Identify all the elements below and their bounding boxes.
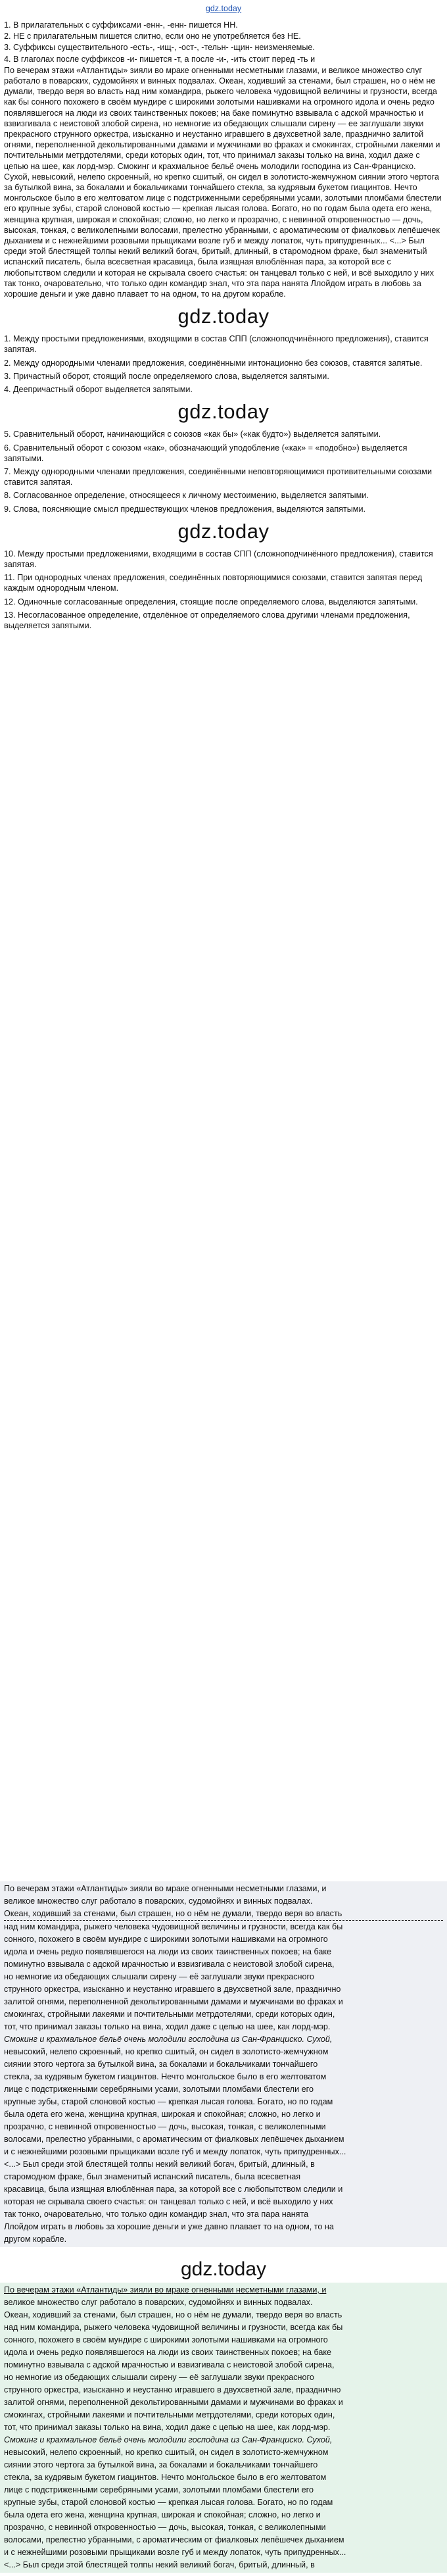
item-13: 13. Несогласованное определение, отделённое от определяемого слова другими членами предложения, выделяется запятыми. [4,610,410,630]
rule-1: 1. В прилагательных с суффиксами -енн-, -енн- пишется НН. [4,20,238,30]
watermark: gdz.today [180,2258,267,2280]
text-line: крупные зубы, старой слоновой костью — крепкая лысая голова. Богато, но по годам [4,2097,333,2106]
text-line: По вечерам этажи «Атлантиды» зияли во мраке огненными несметными глазами, и [4,1884,327,1893]
text-line: была одета его жена, женщина крупная, широкая и спокойная; сложно, но легко и [4,2110,321,2119]
text-line: великое множество слуг работало в поварских, судомойнях и винных подвалах. [4,1896,313,1906]
text-line: поминутно взвывала с адской мрачностью и взвизгивала с неистовой злобой сирена, [4,2360,335,2369]
watermark: gdz.today [177,305,270,328]
text-line: но немногие из обедающих слышали сирену — её заглушали звуки прекрасного [4,2373,314,2382]
text-line: сиянии этого чертога за бутылкой вина, за бокалами и бокальчиками тончайшего [4,2460,318,2469]
text-line: старомодном фраке, был знаменитый испанский писатель, была всесветная [4,2172,301,2181]
source-text: По вечерам этажи «Атлантиды» зияли во мраке огненными несметными глазами, и великое множество слуг работало в поварских, судомойнях и винных подвалах. Океан, ходивший за стенами, был страшен, но о нём не думали, твердо веря во власть над ним командира, рыжего человека чудовищной величины и грузности, всегда как бы сонного похожего в своём мундире с широкими золотыми нашивками на огромного идола и очень редко появлявшегося на люди из своих таинственных покоев; на баке поминутно взвывала с адской мрачностью и взвизгивала с неистовой злобой сирена, но немногие из обедающих слышали сирену — ее заглушали звуки прекрасного струнного оркестра, изысканно и неустанно игравшего в двухсветной зале, празднично залитой огнями, переполненной декольтированными дамами и мужчинами во фраках и смокингах, стройными лакеями и почтительными метрдотелями, среди которых один, тот, что принимал заказы только на вина, ходил даже с цепью на шее, как лорд-мэр. Смокинг и крахмальное бельё очень молодили господина из Сан-Франциско. Сухой, невысокий, нелепо скроенный, но крепко сшитый, он сидел в золотисто-жемчужном сиянии этого чертога за бутылкой вина, за бокалами и бокальчиками тончайшего стекла, за кудрявым букетом гиацинтов. Нечто монгольское было в его желтоватом лице с подстриженными серебряными усами, золотыми пломбами блестели его крупные зубы, старой слоновой костью — крепкая лысая голова. Богато, но по годам была одета его жена, женщина крупная, широкая и спокойная; сложно, но легко и прозрачно, с невинной откровенностью — дочь, высокая, тонкая, с великолепными волосами, прелестно убранными, с ароматическим от фиалковых лепёшечек дыханием и с нежнейшими розовыми прыщиками возле губ и между лопаток, чуть припудренных... <...> Был среди этой блестящей толпы некий великий богач, бритый, длинный, в старомодном фраке, был знаменитый испанский писатель, была всесветная красавица, была изящная влюблённая пара, за которой все с любопытством следили и которая не скрывала своего счастья: он танцевал только с ней, и всё выходило у них так тонко, очаровательно, что только один командир знал, что эта пара нанята Ллойдом играть в любовь за хорошие деньги и уже давно плавает то на одном, то на другом корабле. [4,65,442,299]
text-line: залитой огнями, переполненной декольтированными дамами и мужчинами во фраках и [4,1997,343,2006]
annotated-text-green [0,2283,447,2573]
item-4: 4. Деепричастный оборот выделяется запятыми. [4,385,193,395]
item-6: 6. Сравнительный оборот с союзом «как», обозначающий уподобление («как» = «подобно») выделяется запятыми. [4,443,408,463]
item-12: 12. Одиночные согласованные определения, стоящие после определяемого слова, выделяются запятыми. [4,597,418,607]
text-line: но немногие из обедающих слышали сирену — её заглушали звуки прекрасного [4,1972,314,1981]
item-3: 3. Причастный оборот, стоящий после определяемого слова, выделяется запятыми. [4,371,329,381]
item-10: 10. Между простыми предложениями, входящими в состав СПП (сложноподчинённого предложения), ставится запятая. [4,549,433,569]
rule-2: 2. НЕ с прилагательным пишется слитно, если оно не употребляется без НЕ. [4,32,301,41]
text-line: красавица, была изящная влюблённая пара, за которой все с любопытством следили и [4,2185,343,2194]
text-line: тот, что принимал заказы только на вина, ходил даже с цепью на шее, как лорд-мэр. [4,2022,331,2031]
text-line: сонного, похожего в своём мундире с широкими золотыми нашивками на огромного [4,2335,328,2344]
text-line: невысокий, нелепо скроенный, но крепко сшитый, он сидел в золотисто-жемчужном [4,2448,329,2457]
text-line: великое множество слуг работало в поварских, судомойнях и винных подвалах. [4,2298,313,2307]
text-line: волосами, прелестно убранными, с ароматическим от фиалковых лепёшечек дыханием [4,2535,344,2544]
text-line: так тонко, очаровательно, что только один командир знал, что эта пара нанята [4,2210,309,2219]
text-line: Смокинг и крахмальное бельё очень молодили господина из Сан-Франциско. Сухой, [4,2435,333,2444]
text-line: идола и очень редко появлявшегося на люди из своих таинственных покоев; на баке [4,2348,332,2357]
text-line: струнного оркестра, изысканно и неустанно игравшего в двухсветной зале, празднично [4,2385,341,2394]
rule-4: 4. В глаголах после суффиксов -и- пишется -т, а после -и-, -ить стоит перед -ть и [4,54,316,64]
text-line: лице с подстриженными серебряными усами, золотыми пломбами блестели его [4,2485,314,2494]
text-line: другом корабле. [4,2235,67,2244]
text-line: <...> Был среди этой блестящей толпы некий великий богач, бритый, длинный, в [4,2560,315,2569]
text-line: над ним командира, рыжего человека чудовищной величины и грузности, всегда как бы [4,1922,343,1931]
text-line: стекла, за кудрявым букетом гиацинтов. Нечто монгольское было в его желтоватом [4,2072,327,2081]
text-line: которая не скрывала своего счастья: он танцевал только с ней, и всё выходило у них [4,2197,333,2206]
text-line: была одета его жена, женщина крупная, широкая и спокойная; сложно, но легко и [4,2510,321,2519]
watermark: gdz.today [177,400,270,424]
text-line: прозрачно, с невинной откровенностью — дочь, высокая, тонкая, с великолепными [4,2122,326,2131]
text-line: идола и очень редко появлявшегося на люди из своих таинственных покоев; на баке [4,1947,332,1956]
text-line: струнного оркестра, изысканно и неустанно игравшего в двухсветной зале, празднично [4,1985,341,1994]
item-5: 5. Сравнительный оборот, начинающийся с союзов «как бы» («как будто») выделяется запятыми. [4,430,381,439]
text-line: Ллойдом играть в любовь за хорошие деньги и уже давно плавает то на одном, то на [4,2222,334,2231]
item-7: 7. Между однородными членами предложения, соединёнными неповторяющимися противительными союзами ставится запятая. [4,466,433,487]
text-line: над ним командира, рыжего человека чудовищной величины и грузности, всегда как бы [4,2323,343,2332]
text-line: сонного, похожего в своём мундире с широкими золотыми нашивками на огромного [4,1935,328,1944]
text-line: поминутно взвывала с адской мрачностью и взвизгивала с неистовой злобой сирена, [4,1960,335,1969]
text-line: и с нежнейшими розовыми прыщиками возле губ и между лопаток, чуть припудренных... [4,2548,346,2557]
text-line: крупные зубы, старой слоновой костью — крепкая лысая голова. Богато, но по годам [4,2498,333,2507]
text-line: и с нежнейшими розовыми прыщиками возле губ и между лопаток, чуть припудренных... [4,2147,346,2156]
item-8: 8. Согласованное определение, относящееся к личному местоимению, выделяется запятыми. [4,491,369,501]
text-line: невысокий, нелепо скроенный, но крепко сшитый, он сидел в золотисто-жемчужном [4,2047,329,2056]
item-1: 1. Между простыми предложениями, входящими в состав СПП (сложноподчинённого предложения), ставится запятая. [4,334,429,355]
main-content [0,20,447,631]
text-line: По вечерам этажи «Атлантиды» зияли во мраке огненными несметными глазами, и [4,2285,327,2294]
watermark: gdz.today [177,519,270,543]
text-line: стекла, за кудрявым букетом гиацинтов. Нечто монгольское было в его желтоватом [4,2473,327,2482]
text-line: Смокинг и крахмальное бельё очень молодили господина из Сан-Франциско. Сухой, [4,2035,333,2044]
text-line: Океан, ходивший за стенами, был страшен, но о нём не думали, твердо веря во власть [4,2310,342,2319]
text-line: смокингах, стройными лакеями и почтительными метрдотелями, среди которых один, [4,2410,335,2419]
annotated-text-grey [0,1881,447,2247]
text-line: прозрачно, с невинной откровенностью — дочь, высокая, тонкая, с великолепными [4,2523,326,2532]
text-line: сиянии этого чертога за бутылкой вина, за бокалами и бокальчиками тончайшего [4,2060,318,2069]
text-line: смокингах, стройными лакеями и почтительными метрдотелями, среди которых один, [4,2010,335,2019]
text-line: <...> Был среди этой блестящей толпы некий великий богач, бритый, длинный, в [4,2160,315,2169]
rule-3: 3. Суффиксы существительного -есть-, -ищ-, -ост-, -тельн- -щин- неизменяемые. [4,43,315,53]
text-line: тот, что принимал заказы только на вина, ходил даже с цепью на шее, как лорд-мэр. [4,2423,331,2432]
text-line: Океан, ходивший за стенами, был страшен, но о нём не думали, твердо веря во власть [4,1908,443,1921]
text-line: залитой огнями, переполненной декольтированными дамами и мужчинами во фраках и [4,2398,343,2407]
site-header [0,0,447,20]
text-line: волосами, прелестно убранными, с ароматическим от фиалковых лепёшечек дыханием [4,2135,344,2144]
item-11: 11. При однородных членах предложения, соединённых повторяющимися союзами, ставится запятая перед каждым однородным членом. [4,573,423,593]
item-9: 9. Слова, поясняющие смысл предшествующих членов предложения, выделяются запятыми. [4,504,366,514]
text-line: лице с подстриженными серебряными усами, золотыми пломбами блестели его [4,2085,314,2094]
item-2: 2. Между однородными членами предложения, соединёнными интонационно без союзов, ставятся запятые. [4,358,423,368]
site-link[interactable]: gdz.today [205,4,242,13]
